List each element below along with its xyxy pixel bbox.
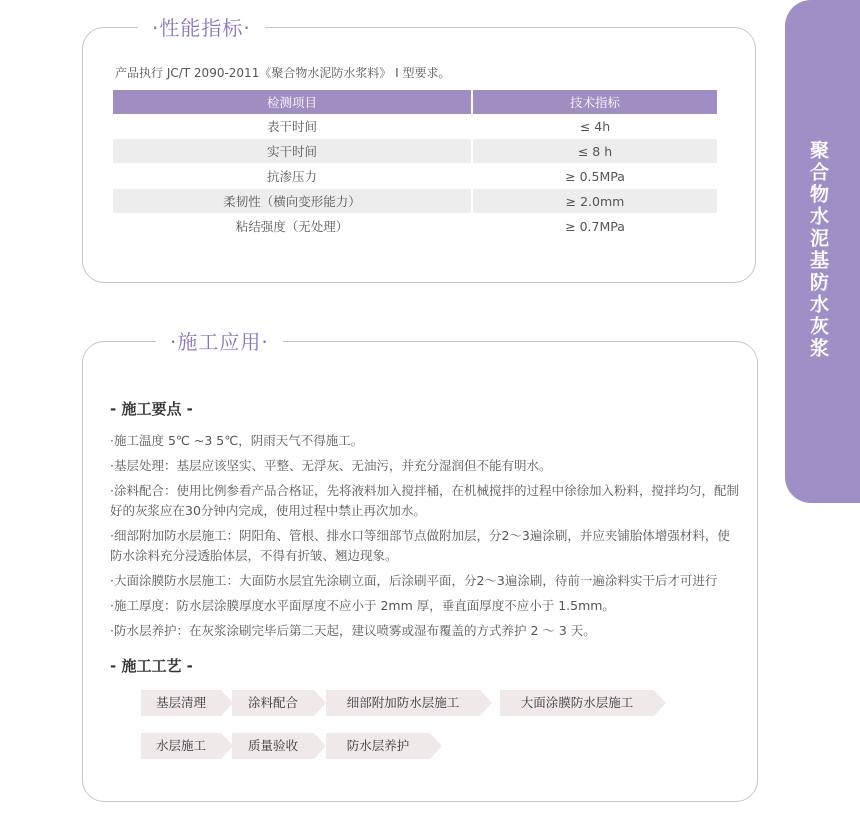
table-cell-item: 实干时间 bbox=[113, 139, 472, 164]
process-step-layer-construction: 水层施工 bbox=[141, 733, 221, 759]
table-cell-value: ≥ 0.5MPa bbox=[472, 164, 717, 189]
construction-process-heading: - 施工工艺 - bbox=[110, 657, 193, 675]
table-row bbox=[113, 214, 717, 239]
list-item: ·防水层养护：在灰浆涂刷完毕后第二天起，建议喷雾或湿布覆盖的方式养护 2 ～ 3 天。 bbox=[110, 623, 596, 638]
process-step-quality-inspection: 质量验收 bbox=[232, 733, 314, 759]
process-step-curing: 防水层养护 bbox=[326, 733, 430, 759]
list-item: ·大面涂膜防水层施工：大面防水层宜先涂刷立面，后涂刷平面，分2～3遍涂刷，待前一遍涂料实干后才可进行 bbox=[110, 573, 718, 588]
list-item: ·细部附加防水层施工：阴阳角、管根、排水口等细部节点做附加层，分2～3遍涂刷，并应夹铺胎体增强材料，使防水涂料充分浸透胎体层，不得有折皱、翘边现象。 bbox=[110, 528, 730, 563]
performance-section-title: ·性能指标· bbox=[138, 12, 265, 41]
table-row bbox=[113, 139, 717, 164]
table-cell-value: ≥ 2.0mm bbox=[472, 189, 717, 214]
process-step-large-area-layer: 大面涂膜防水层施工 bbox=[500, 690, 654, 716]
table-row bbox=[113, 114, 717, 139]
table-row bbox=[113, 164, 717, 189]
product-name-vertical: 聚合物水泥基防水灰浆 bbox=[807, 140, 829, 360]
list-item: ·施工厚度：防水层涂膜厚度水平面厚度不应小于 2mm 厚，垂直面厚度不应小于 1.5mm。 bbox=[110, 598, 615, 613]
list-item: ·涂料配合：使用比例参看产品合格证，先将液料加入搅拌桶，在机械搅拌的过程中徐徐加入粉料，搅拌均匀，配制好的灰浆应在30分钟内完成，使用过程中禁止再次加水。 bbox=[110, 483, 739, 518]
table-row bbox=[113, 189, 717, 214]
table-cell-item: 粘结强度（无处理） bbox=[113, 214, 472, 239]
standard-intro-text: 产品执行 JC/T 2090-2011《聚合物水泥防水浆料》 I 型要求。 bbox=[115, 66, 451, 80]
table-cell-value: ≤ 4h bbox=[472, 114, 717, 139]
process-step-detail-layer: 细部附加防水层施工 bbox=[326, 690, 480, 716]
table-cell-item: 表干时间 bbox=[113, 114, 472, 139]
table-cell-item: 柔韧性（横向变形能力） bbox=[113, 189, 472, 214]
performance-spec-table bbox=[113, 90, 717, 239]
table-header-row bbox=[113, 90, 717, 114]
construction-points-list bbox=[110, 431, 740, 646]
list-item: ·基层处理：基层应该坚实、平整、无浮灰、无油污，并充分湿润但不能有明水。 bbox=[110, 458, 552, 473]
construction-points-heading: - 施工要点 - bbox=[110, 400, 193, 418]
table-cell-value: ≥ 0.7MPa bbox=[472, 214, 717, 239]
process-step-base-cleaning: 基层清理 bbox=[141, 690, 221, 716]
table-cell-value: ≤ 8 h bbox=[472, 139, 717, 164]
process-step-mix-coating: 涂料配合 bbox=[232, 690, 314, 716]
column-header-test-item: 检测项目 bbox=[113, 90, 472, 114]
list-item: ·施工温度 5℃ ~3 5℃，阴雨天气不得施工。 bbox=[110, 433, 364, 448]
column-header-technical-index: 技术指标 bbox=[472, 90, 717, 114]
construction-section-title: ·施工应用· bbox=[156, 326, 283, 355]
table-cell-item: 抗渗压力 bbox=[113, 164, 472, 189]
